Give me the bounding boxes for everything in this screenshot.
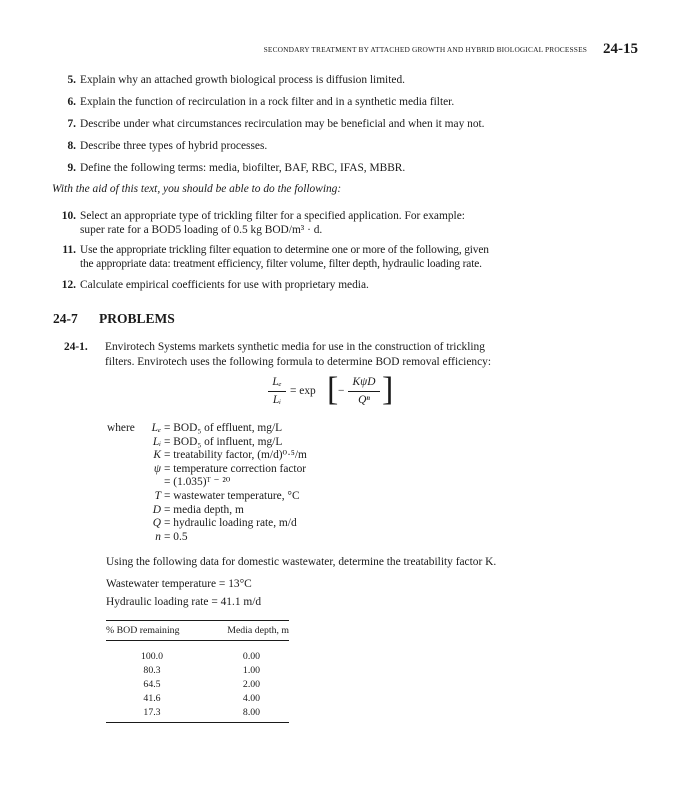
objective-text: Describe three types of hybrid processes. xyxy=(80,140,268,152)
instruction-text: Using the following data for domestic wastewater, determine the treatability factor K. xyxy=(106,556,497,568)
eq-exp: = exp xyxy=(290,385,316,397)
table-row xyxy=(106,641,289,664)
eq-lhs-denominator: Lᵢ xyxy=(272,394,282,406)
given-temperature: Wastewater temperature = 13°C xyxy=(106,578,252,590)
definition-text: = BOD₅ of effluent, mg/L xyxy=(164,422,283,434)
table-cell: 64.5 xyxy=(143,678,161,690)
given-loading-rate: Hydraulic loading rate = 41.1 m/d xyxy=(106,596,262,608)
definition-text: = 0.5 xyxy=(164,530,188,543)
objective-number: 10. xyxy=(61,210,76,222)
definition-symbol: ψ xyxy=(153,462,161,475)
definition-text: = BOD₅ of influent, mg/L xyxy=(164,435,283,448)
definition-text: = media depth, m xyxy=(164,503,244,516)
objective-text: Describe under what circumstances recirculation may be beneficial and when it may not. xyxy=(80,118,485,130)
table-row xyxy=(106,663,289,677)
objective-text-cont: super rate for a BOD5 loading of 0.5 kg BOD/m³ · d. xyxy=(80,224,323,236)
objective-number: 5. xyxy=(67,74,76,86)
table-row xyxy=(106,677,289,691)
table-cell: 4.00 xyxy=(242,692,261,704)
objective-number: 7. xyxy=(67,118,76,130)
objective-text: Calculate empirical coefficients for use with proprietary media. xyxy=(80,279,369,291)
objective-text: Define the following terms: media, biofilter, BAF, RBC, IFAS, MBBR. xyxy=(80,162,406,174)
table-cell: 17.3 xyxy=(106,705,198,723)
objective-number: 8. xyxy=(67,140,76,152)
section-title: PROBLEMS xyxy=(99,311,175,326)
lead-in-sentence: With the aid of this text, you should be able to do the following: xyxy=(52,183,342,195)
where-label: where xyxy=(107,422,135,434)
problem-text: Envirotech Systems markets synthetic media for use in the construction of trickling xyxy=(105,341,485,353)
eq-minus-sign: − xyxy=(338,385,345,397)
table-cell: 0.00 xyxy=(242,650,261,662)
definition-symbol: T xyxy=(154,489,161,502)
objective-number: 12. xyxy=(61,279,76,291)
definition-symbol: D xyxy=(152,503,161,516)
objective-number: 6. xyxy=(67,96,76,108)
column-header: % BOD remaining xyxy=(106,621,198,641)
problem-number: 24-1. xyxy=(64,341,88,353)
table-cell: 2.00 xyxy=(242,678,261,690)
definition-symbol: Lₑ xyxy=(151,422,161,434)
eq-lhs-fraction-bar xyxy=(268,391,286,392)
eq-left-bracket: [ xyxy=(327,371,339,408)
page-header xyxy=(0,40,638,58)
section-heading xyxy=(53,311,175,327)
problem-text-cont: filters. Envirotech uses the following formula to determine BOD removal efficiency: xyxy=(105,356,492,368)
definition-symbol: Q xyxy=(152,517,161,530)
eq-rhs-denominator: Qⁿ xyxy=(358,394,370,406)
running-title: SECONDARY TREATMENT BY ATTACHED GROWTH AND HYBRID BIOLOGICAL PROCESSES xyxy=(263,45,587,54)
table-row xyxy=(106,705,289,723)
definition-text: = wastewater temperature, °C xyxy=(164,489,300,502)
table-cell: 1.00 xyxy=(242,664,261,676)
table-row xyxy=(106,691,289,705)
definition-text: = treatability factor, (m/d)⁰·⁵/m xyxy=(164,449,307,462)
eq-right-bracket: ] xyxy=(382,371,394,408)
table-cell: 8.00 xyxy=(198,705,289,723)
section-number: 24-7 xyxy=(53,311,78,326)
table-header-row xyxy=(106,621,289,641)
definition-text: = (1.035)ᵀ ⁻ ²⁰ xyxy=(164,476,231,489)
objective-text: Explain why an attached growth biological process is diffusion limited. xyxy=(80,74,405,86)
definition-symbol: n xyxy=(155,530,161,543)
table-cell: 100.0 xyxy=(140,650,164,662)
page-number: 24-15 xyxy=(603,41,638,57)
definition-symbol: Lᵢ xyxy=(152,435,161,448)
objective-text: Select an appropriate type of trickling filter for a specified application. For example: xyxy=(80,210,465,222)
table-cell: 80.3 xyxy=(143,664,161,676)
objective-text-cont: the appropriate data: treatment efficiency, filter volume, filter depth, hydraulic loading rate. xyxy=(80,258,482,270)
objective-text: Use the appropriate trickling filter equation to determine one or more of the following, given xyxy=(80,244,489,256)
table-cell: 41.6 xyxy=(143,692,161,704)
definition-text: = temperature correction factor xyxy=(164,462,307,475)
column-header: Media depth, m xyxy=(198,621,289,641)
definition-symbol: K xyxy=(153,449,161,462)
definition-text: = hydraulic loading rate, m/d xyxy=(164,517,297,530)
eq-rhs-fraction-bar xyxy=(348,391,380,392)
eq-rhs-numerator: KψD xyxy=(352,376,376,388)
objective-number: 11. xyxy=(62,244,76,256)
eq-lhs-numerator: Lₑ xyxy=(272,376,282,388)
objective-text: Explain the function of recirculation in a rock filter and in a synthetic media filter. xyxy=(80,96,455,108)
bod-depth-table xyxy=(106,620,289,723)
objective-number: 9. xyxy=(67,162,76,174)
